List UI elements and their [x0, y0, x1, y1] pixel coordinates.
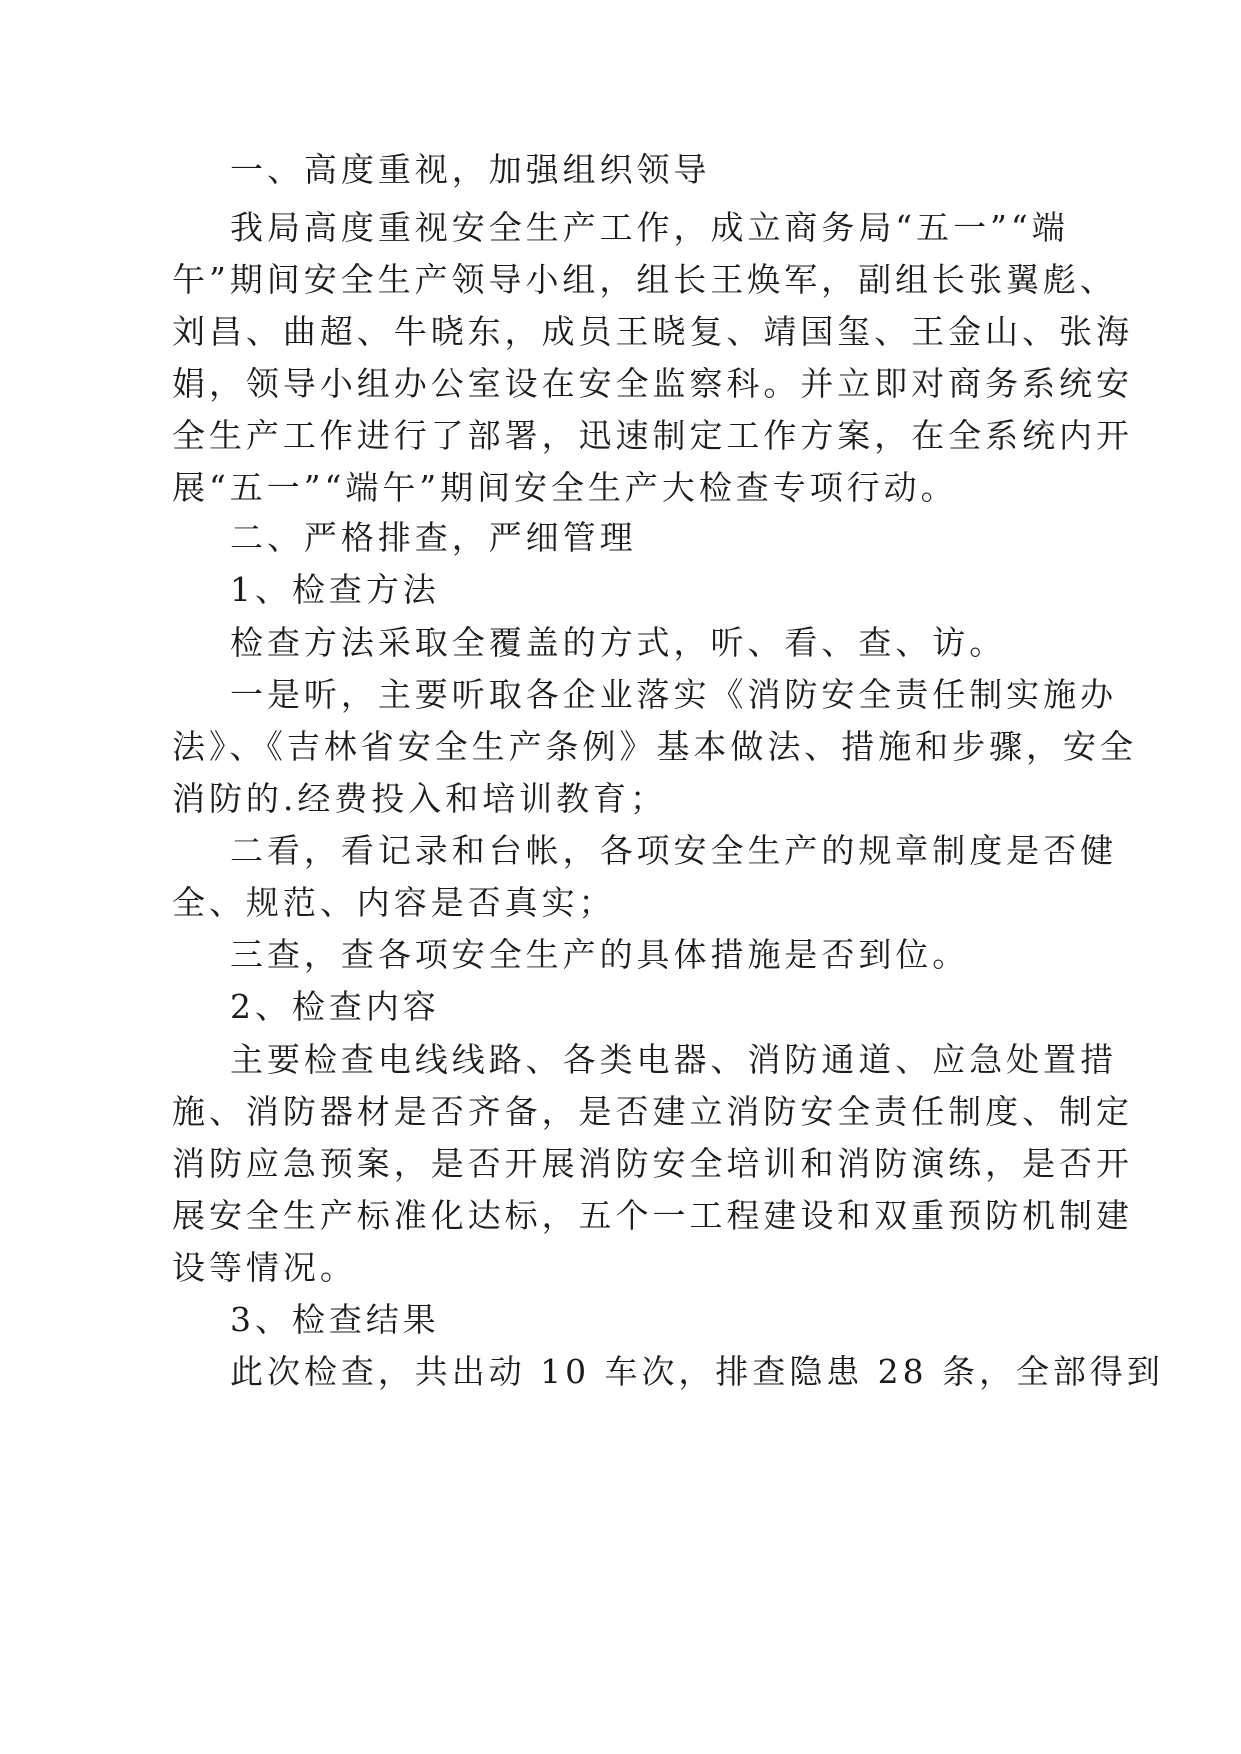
paragraph-line: 此次检查，共出动 10 车次，排查隐患 28 条，全部得到 [230, 1352, 1164, 1391]
paragraph-line: 全生产工作进行了部署，迅速制定工作方案，在全系统内开 [172, 416, 1133, 455]
section-heading-1: 一、高度重视，加强组织领导 [230, 150, 711, 189]
paragraph-line: 娟，领导小组办公室设在安全监察科。并立即对商务系统安 [172, 364, 1133, 403]
paragraph-line: 展安全生产标准化达标，五个一工程建设和双重预防机制建 [172, 1196, 1133, 1235]
paragraph-line: 刘昌、曲超、牛晓东，成员王晓复、靖国玺、王金山、张海 [172, 312, 1133, 351]
paragraph-line: 三查，查各项安全生产的具体措施是否到位。 [230, 935, 970, 974]
paragraph-line: 检查方法采取全覆盖的方式，听、看、查、访。 [230, 623, 1007, 662]
subheading-inspection-result: 3、检查结果 [230, 1300, 440, 1339]
paragraph-line: 展“五一”“端午”期间安全生产大检查专项行动。 [172, 468, 958, 507]
paragraph-line: 消防应急预案，是否开展消防安全培训和消防演练，是否开 [172, 1144, 1133, 1183]
paragraph-line: 一是听，主要听取各企业落实《消防安全责任制实施办 [230, 675, 1118, 714]
paragraph-line: 我局高度重视安全生产工作，成立商务局“五一”“端 [230, 208, 1069, 247]
paragraph-line: 二看，看记录和台帐，各项安全生产的规章制度是否健 [230, 831, 1118, 870]
paragraph-line: 设等情况。 [172, 1248, 357, 1287]
paragraph-line: 午”期间安全生产领导小组，组长王焕军，副组长张翼彪、 [172, 260, 1117, 299]
paragraph-line: 全、规范、内容是否真实； [172, 883, 616, 922]
paragraph-line: 消防的.经费投入和培训教育； [172, 779, 667, 818]
section-heading-2: 二、严格排查，严细管理 [230, 518, 637, 557]
paragraph-line: 法》、《吉林省安全生产条例》基本做法、措施和步骤，安全 [172, 727, 1137, 766]
paragraph-line: 主要检查电线线路、各类电器、消防通道、应急处置措 [230, 1040, 1118, 1079]
subheading-inspection-content: 2、检查内容 [230, 987, 440, 1026]
subheading-inspection-method: 1、检查方法 [230, 570, 440, 609]
paragraph-line: 施、消防器材是否齐备，是否建立消防安全责任制度、制定 [172, 1092, 1133, 1131]
